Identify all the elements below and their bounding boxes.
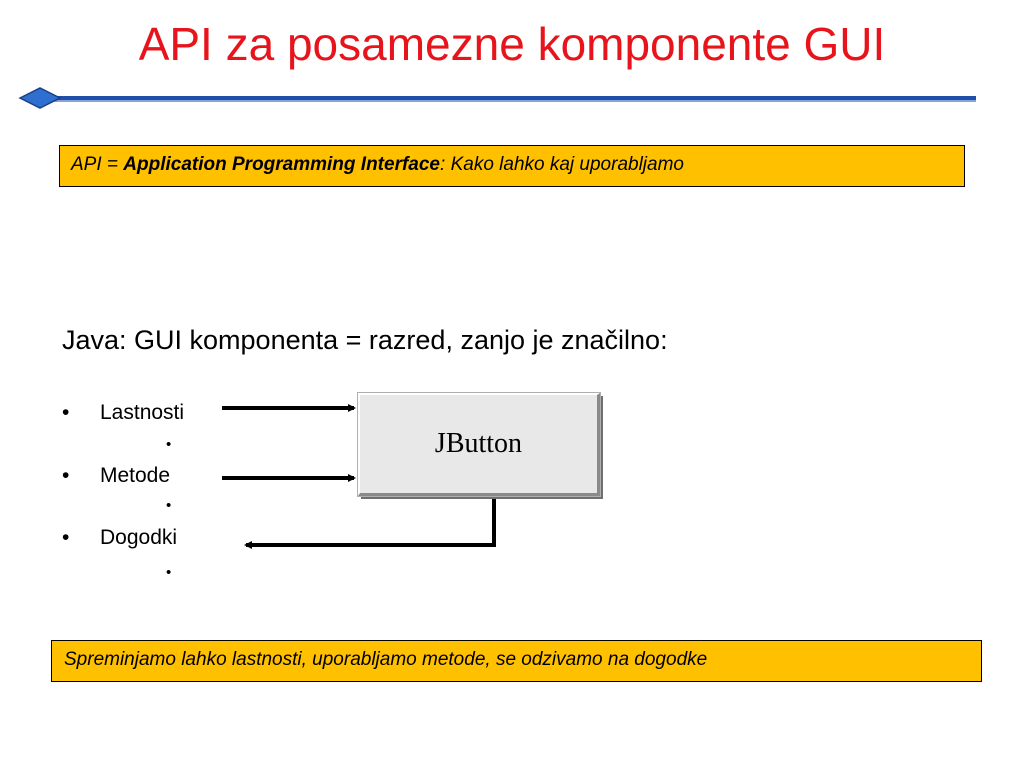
api-definition-suffix: : Kako lahko kaj uporabljamo	[440, 154, 684, 175]
bullet-icon: •	[62, 401, 70, 424]
list-item-label: Dogodki	[100, 526, 178, 549]
arrow-events	[246, 496, 494, 545]
list-item-label: Lastnosti	[100, 401, 185, 424]
summary-box: Spreminjamo lahko lastnosti, uporabljamo metode, se odzivamo na dogodke	[51, 640, 982, 682]
list-item-label: Metode	[100, 464, 171, 487]
intro-text: Java: GUI komponenta = razred, zanjo je značilno:	[62, 325, 668, 355]
bullet-icon: •	[62, 526, 70, 549]
slide-title: API za posamezne komponente GUI	[138, 18, 886, 70]
api-definition-bold: Application Programming Interface	[123, 154, 441, 175]
sub-bullet-icon: •	[166, 436, 172, 453]
bullet-icon: •	[62, 464, 70, 487]
api-definition-prefix: API =	[71, 154, 124, 175]
jbutton-component-box: JButton	[358, 393, 600, 496]
sub-bullet-icon: •	[166, 497, 172, 514]
sub-bullet-icon: •	[166, 564, 172, 581]
